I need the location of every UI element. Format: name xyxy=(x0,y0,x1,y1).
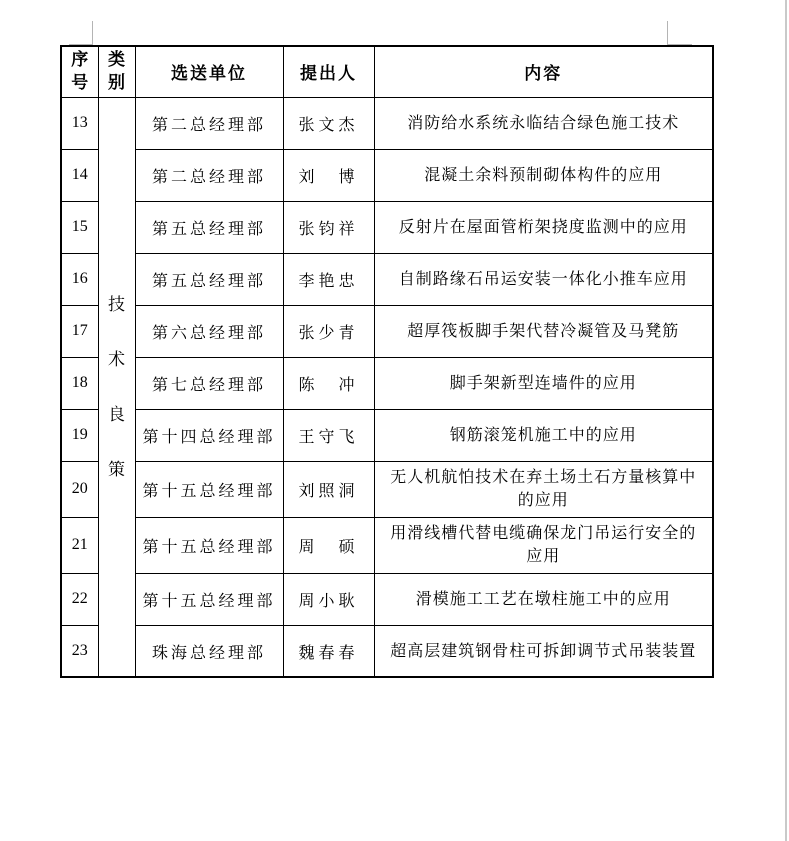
table-row xyxy=(61,149,713,201)
cell-unit: 第二总经理部 xyxy=(135,97,283,149)
table-row xyxy=(61,253,713,305)
cell-content: 用滑线槽代替电缆确保龙门吊运行安全的应用 xyxy=(374,517,713,573)
table-row xyxy=(61,357,713,409)
category-char: 良 xyxy=(108,405,125,425)
table-row xyxy=(61,461,713,517)
cell-proposer: 周 硕 xyxy=(283,517,374,573)
category-char: 策 xyxy=(108,460,125,480)
header-category-label: 类别 xyxy=(107,50,125,92)
cell-unit: 第七总经理部 xyxy=(135,357,283,409)
cell-proposer: 李艳忠 xyxy=(283,253,374,305)
cell-unit: 第六总经理部 xyxy=(135,305,283,357)
cell-proposer: 王守飞 xyxy=(283,409,374,461)
cell-content: 自制路缘石吊运安装一体化小推车应用 xyxy=(374,253,713,305)
cell-serial: 17 xyxy=(61,305,98,357)
table-row xyxy=(61,409,713,461)
header-submitting-unit: 选送单位 xyxy=(135,46,283,97)
header-content: 内容 xyxy=(374,46,713,97)
category-char: 术 xyxy=(108,350,125,370)
table-row xyxy=(61,573,713,625)
table-row xyxy=(61,97,713,149)
cell-serial: 14 xyxy=(61,149,98,201)
header-category xyxy=(98,46,135,97)
cell-content: 无人机航怕技术在弃土场土石方量核算中的应用 xyxy=(374,461,713,517)
cell-content: 超高层建筑钢骨柱可拆卸调节式吊装装置 xyxy=(374,625,713,677)
table-row xyxy=(61,625,713,677)
cell-serial: 19 xyxy=(61,409,98,461)
header-serial-number-label: 序号 xyxy=(71,50,89,92)
header-serial-number xyxy=(61,46,98,97)
cell-serial: 18 xyxy=(61,357,98,409)
cell-proposer: 张文杰 xyxy=(283,97,374,149)
cell-proposer: 周小耿 xyxy=(283,573,374,625)
cell-unit: 第十五总经理部 xyxy=(135,517,283,573)
cell-serial: 21 xyxy=(61,517,98,573)
cell-unit: 第十五总经理部 xyxy=(135,461,283,517)
cell-content: 混凝土余料预制砌体构件的应用 xyxy=(374,149,713,201)
cell-proposer: 刘照洞 xyxy=(283,461,374,517)
cell-unit: 第十五总经理部 xyxy=(135,573,283,625)
table-row xyxy=(61,517,713,573)
cell-serial: 15 xyxy=(61,201,98,253)
margin-crop-mark-top-right xyxy=(667,21,668,45)
cell-proposer: 张少青 xyxy=(283,305,374,357)
cell-unit: 第五总经理部 xyxy=(135,201,283,253)
cell-category-merged xyxy=(98,97,135,677)
category-vertical-label xyxy=(99,296,135,478)
table-row xyxy=(61,305,713,357)
cell-content: 反射片在屋面管桁架挠度监测中的应用 xyxy=(374,201,713,253)
cell-content: 滑模施工工艺在墩柱施工中的应用 xyxy=(374,573,713,625)
page-edge-line xyxy=(785,0,787,841)
cell-unit: 第十四总经理部 xyxy=(135,409,283,461)
table-row xyxy=(61,201,713,253)
cell-content: 超厚筏板脚手架代替冷凝管及马凳筋 xyxy=(374,305,713,357)
cell-serial: 13 xyxy=(61,97,98,149)
cell-content: 钢筋滚笼机施工中的应用 xyxy=(374,409,713,461)
header-proposer: 提出人 xyxy=(283,46,374,97)
cell-unit: 第二总经理部 xyxy=(135,149,283,201)
cell-serial: 23 xyxy=(61,625,98,677)
margin-crop-mark-top-left xyxy=(92,21,93,45)
cell-proposer: 刘 博 xyxy=(283,149,374,201)
cell-proposer: 张钧祥 xyxy=(283,201,374,253)
cell-serial: 20 xyxy=(61,461,98,517)
category-char: 技 xyxy=(108,295,125,315)
submission-table xyxy=(60,45,714,678)
cell-unit: 珠海总经理部 xyxy=(135,625,283,677)
cell-serial: 22 xyxy=(61,573,98,625)
cell-content: 消防给水系统永临结合绿色施工技术 xyxy=(374,97,713,149)
cell-unit: 第五总经理部 xyxy=(135,253,283,305)
cell-serial: 16 xyxy=(61,253,98,305)
cell-content: 脚手架新型连墙件的应用 xyxy=(374,357,713,409)
table-header-row xyxy=(61,46,713,97)
cell-proposer: 陈 冲 xyxy=(283,357,374,409)
cell-proposer: 魏春春 xyxy=(283,625,374,677)
